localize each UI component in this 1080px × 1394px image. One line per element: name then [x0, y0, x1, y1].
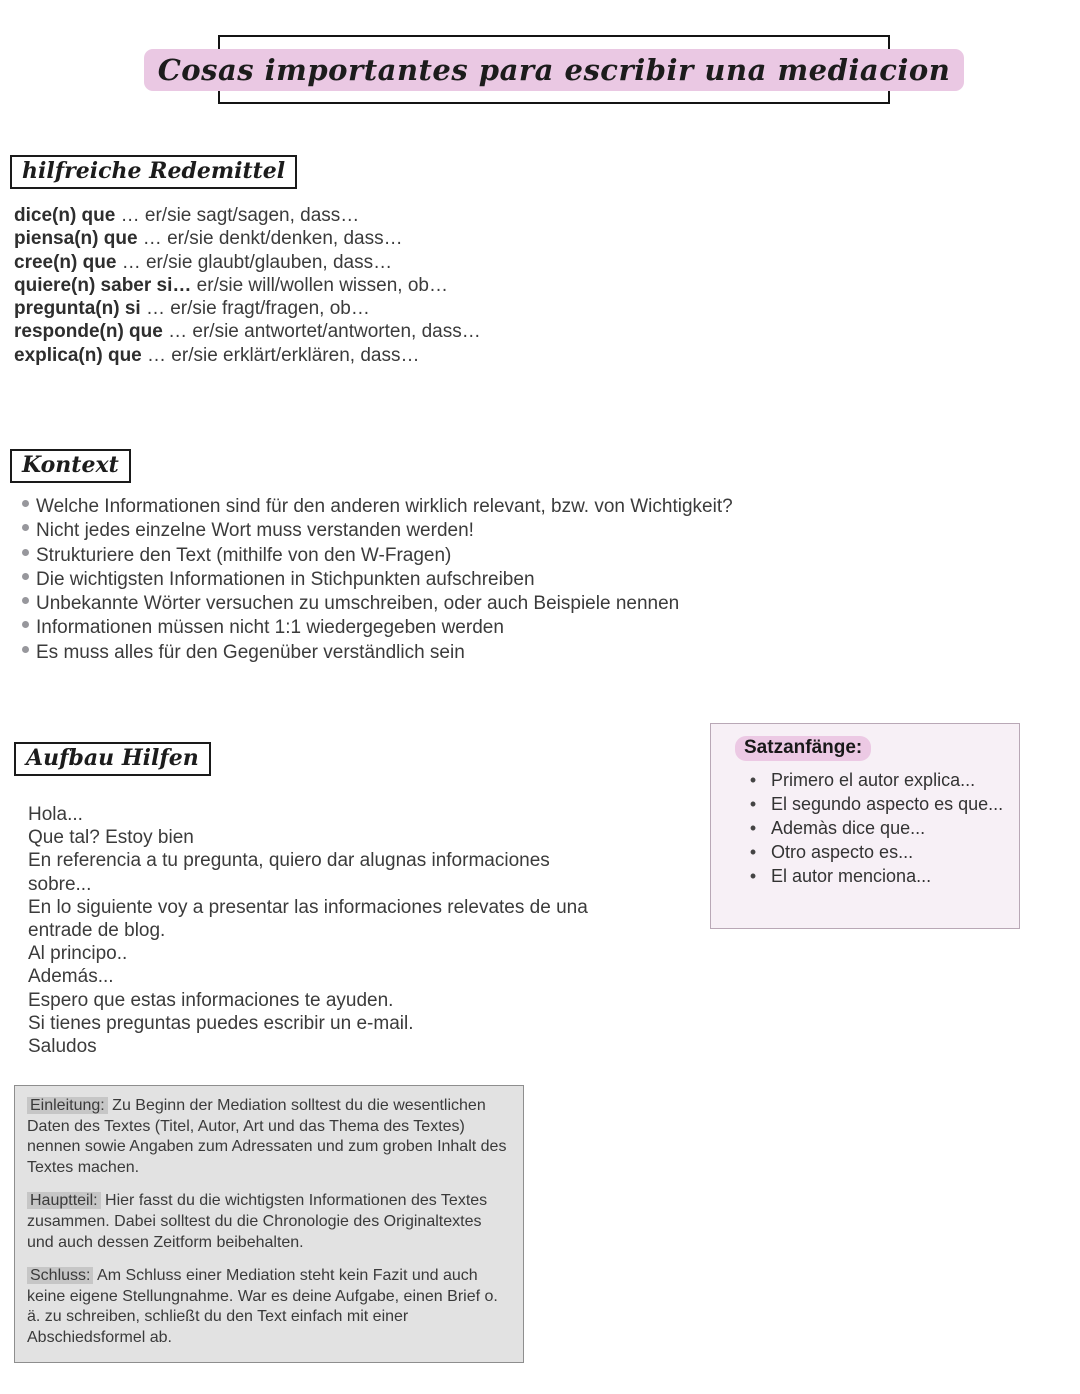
- structure-info-box: [14, 1085, 524, 1363]
- satzanfaenge-bullet-text: Primero el autor explica...: [771, 770, 976, 790]
- kontext-bullet-text: Welche Informationen sind für den anderen wirklich relevant, bzw. von Wichtigkeit?: [36, 496, 733, 517]
- bullet-dot: [22, 500, 29, 507]
- structure-text: Hier fasst du die wichtigsten Informationen des Textes zusammen. Dabei solltest du die Chronologie des Originaltextes und auch dessen Zeitform beibehalten.: [27, 1192, 488, 1251]
- satzanfaenge-panel: [710, 723, 1020, 929]
- bullet-dot: [22, 573, 29, 580]
- list-item: [735, 840, 1013, 864]
- satzanfaenge-list: [735, 768, 1013, 888]
- list-item: [735, 816, 1013, 840]
- phrase-line: [14, 251, 481, 274]
- list-item: [735, 768, 1013, 792]
- satzanfaenge-bullet-text: El segundo aspecto es que...: [771, 794, 1004, 814]
- phrase-es: dice(n) que: [14, 205, 116, 226]
- kontext-bullet-text: Informationen müssen nicht 1:1 wiedergegeben werden: [36, 617, 504, 639]
- list-item: [22, 544, 733, 568]
- phrase-es: pregunta(n) si: [14, 298, 141, 320]
- structure-label: Schluss:: [27, 1267, 93, 1284]
- bullet-dot: [22, 597, 29, 604]
- phrase-es: cree(n) que: [14, 251, 117, 273]
- title-box: [157, 35, 951, 104]
- kontext-list: [22, 495, 733, 665]
- structure-text: Am Schluss einer Mediation steht kein Fazit und auch keine eigene Stellungnahme. War es deine Aufgabe, einen Brief o. ä. zu schreiben, schließt du den Text einfach mit einer Abschiedsformel ab.: [27, 1267, 498, 1346]
- bullet-dot: [22, 621, 29, 628]
- page-title: Cosas importantes para escribir una mediacion: [144, 49, 965, 91]
- phrase-de: er/sie will/wollen wissen, ob…: [191, 274, 448, 296]
- phrase-es: quiere(n) saber si…: [14, 274, 192, 296]
- aufbau-line: Que tal? Estoy bien: [28, 827, 194, 849]
- redemittel-list: [14, 204, 481, 367]
- phrase-de: … er/sie antwortet/antworten, dass…: [162, 321, 481, 343]
- structure-paragraph: [27, 1191, 511, 1253]
- bullet-dot: [22, 524, 29, 531]
- aufbau-line: Además...: [28, 966, 114, 988]
- phrase-es: responde(n) que: [14, 321, 163, 343]
- aufbau-line: Hola...: [28, 804, 83, 825]
- phrase-line: [14, 274, 481, 297]
- phrase-de: … er/sie erklärt/erklären, dass…: [141, 344, 420, 366]
- phrase-de: … er/sie fragt/fragen, ob…: [140, 298, 370, 320]
- kontext-bullet-text: Unbekannte Wörter versuchen zu umschreiben, oder auch Beispiele nennen: [36, 593, 680, 615]
- phrase-line: [14, 320, 481, 343]
- section-heading-kontext: Kontext: [10, 449, 131, 483]
- phrase-de: … er/sie denkt/denken, dass…: [137, 228, 403, 250]
- phrase-de: … er/sie glaubt/glauben, dass…: [116, 251, 393, 273]
- list-item: [22, 616, 733, 640]
- satzanfaenge-bullet-text: Otro aspecto es...: [771, 842, 914, 862]
- bullet-dot: •: [749, 818, 757, 838]
- list-item: [22, 495, 733, 519]
- phrase-line: [14, 204, 481, 227]
- list-item: [735, 864, 1013, 888]
- phrase-de: … er/sie sagt/sagen, dass…: [115, 205, 360, 226]
- aufbau-line: Saludos: [28, 1036, 97, 1058]
- phrase-es: explica(n) que: [14, 344, 142, 366]
- satzanfaenge-heading: Satzanfänge:: [735, 736, 871, 761]
- phrase-line: [14, 297, 481, 320]
- structure-label: Hauptteil:: [27, 1192, 101, 1209]
- phrase-line: [14, 227, 481, 250]
- section-heading-aufbau: Aufbau Hilfen: [14, 742, 211, 776]
- list-item: [22, 568, 733, 592]
- aufbau-line: Si tienes preguntas puedes escribir un e-mail.: [28, 1012, 414, 1034]
- bullet-dot: [22, 646, 29, 653]
- aufbau-line: Espero que estas informaciones te ayuden.: [28, 989, 394, 1011]
- bullet-dot: [22, 549, 29, 556]
- structure-label: Einleitung:: [27, 1097, 108, 1114]
- kontext-bullet-text: Nicht jedes einzelne Wort muss verstanden werden!: [36, 520, 474, 542]
- section-heading-redemittel: hilfreiche Redemittel: [10, 155, 297, 189]
- aufbau-line: Al principo..: [28, 943, 128, 965]
- aufbau-line: En referencia a tu pregunta, quiero dar alugnas informaciones sobre...: [28, 850, 550, 895]
- structure-paragraph: [27, 1096, 511, 1178]
- kontext-bullet-text: Strukturiere den Text (mithilfe von den W-Fragen): [36, 544, 452, 566]
- list-item: [22, 641, 733, 665]
- bullet-dot: •: [749, 794, 757, 814]
- aufbau-line: En lo siguiente voy a presentar las informaciones relevates de una entrade de blog.: [28, 896, 588, 942]
- satzanfaenge-bullet-text: El autor menciona...: [771, 866, 932, 886]
- kontext-bullet-text: Die wichtigsten Informationen in Stichpunkten aufschreiben: [36, 568, 535, 590]
- satzanfaenge-bullet-text: Ademàs dice que...: [771, 818, 926, 838]
- phrase-es: piensa(n) que: [14, 228, 138, 250]
- phrase-line: [14, 344, 481, 367]
- structure-paragraph: [27, 1266, 511, 1348]
- bullet-dot: •: [749, 770, 757, 790]
- structure-text: Zu Beginn der Mediation solltest du die wesentlichen Daten des Textes (Titel, Autor, Art und das Thema des Textes) nennen sowie Angaben zum Adressaten und zum groben Inhalt des Textes machen.: [27, 1097, 507, 1176]
- bullet-dot: •: [749, 842, 757, 862]
- list-item: [22, 519, 733, 543]
- bullet-dot: •: [749, 866, 757, 886]
- list-item: [22, 592, 733, 616]
- list-item: [735, 792, 1013, 816]
- kontext-bullet-text: Es muss alles für den Gegenüber verständlich sein: [36, 641, 465, 663]
- aufbau-text-block: [28, 803, 603, 1058]
